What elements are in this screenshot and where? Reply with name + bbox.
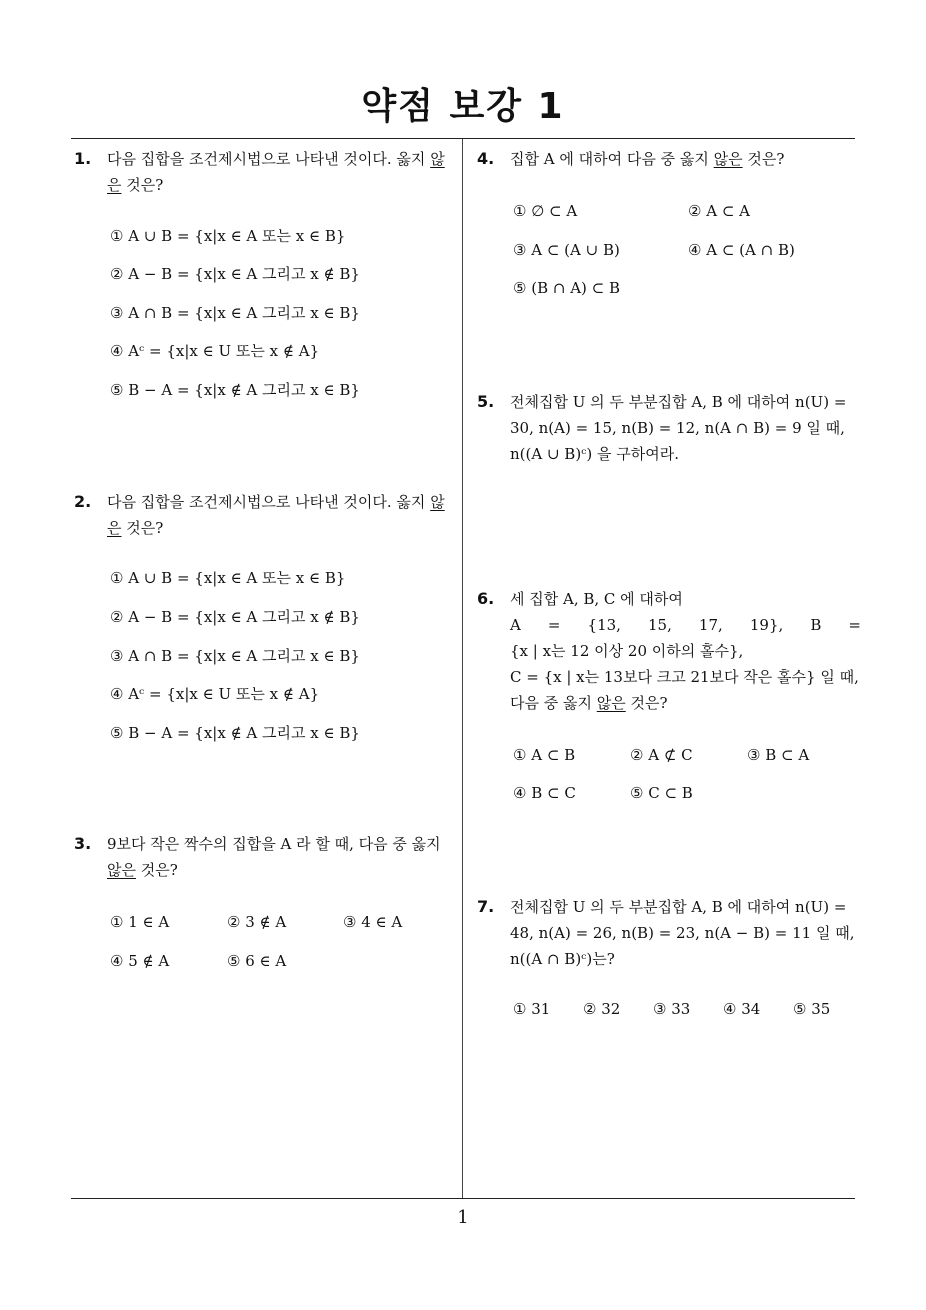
choice-3: ③ A ∩ B = {x|x ∈ A 그리고 x ∈ B}: [110, 647, 360, 665]
choice-1: ① ∅ ⊂ A: [513, 202, 578, 220]
question-text-part: 다음 중 옳지: [510, 694, 597, 712]
question-text: [510, 586, 861, 716]
question-text-part: 9보다 작은 짝수의 집합을 A 라 할 때, 다음 중 옳지: [107, 835, 441, 853]
question-text: [107, 146, 458, 198]
underlined-word: 않은: [596, 694, 626, 712]
question-text-part: 다음 집합을 조건제시법으로 나타낸 것이다. 옳지: [107, 150, 431, 168]
question-3: [74, 831, 458, 883]
choice-4: ④ Aᶜ = {x|x ∈ U 또는 x ∉ A}: [110, 342, 320, 360]
choice-2: ② 3 ∉ A: [227, 913, 287, 931]
question-5: [477, 389, 861, 467]
question-number: 6.: [477, 589, 495, 608]
question-line: {x | x는 12 이상 20 이하의 홀수},: [510, 642, 744, 660]
choice-3: ③ 33: [653, 1000, 691, 1018]
question-1: [74, 146, 458, 198]
question-line: [510, 690, 861, 716]
page-number: 1: [457, 1207, 469, 1228]
choice-2: ② A ⊄ C: [630, 746, 693, 764]
underlined-word: 않은: [107, 493, 445, 537]
question-line: n((A ∪ B)ᶜ) 을 구하여라.: [510, 445, 679, 463]
choice-3: ③ 4 ∈ A: [343, 913, 403, 931]
question-2: [74, 489, 458, 541]
choice-4: ④ A ⊂ (A ∩ B): [688, 241, 795, 259]
question-line: n((A ∩ B)ᶜ)는?: [510, 950, 615, 968]
choice-5: ⑤ 35: [793, 1000, 831, 1018]
choice-1: ① A ⊂ B: [513, 746, 576, 764]
choice-4: ④ Aᶜ = {x|x ∈ U 또는 x ∉ A}: [110, 685, 320, 703]
choice-1: ① A ∪ B = {x|x ∈ A 또는 x ∈ B}: [110, 569, 346, 587]
choice-5: ⑤ C ⊂ B: [630, 784, 693, 802]
question-6: [477, 586, 861, 716]
question-text: [107, 831, 458, 883]
question-number: 1.: [74, 149, 92, 168]
question-number: 7.: [477, 897, 495, 916]
question-text: [510, 894, 861, 972]
question-text-part: 다음 집합을 조건제시법으로 나타낸 것이다. 옳지: [107, 493, 431, 511]
choice-5: ⑤ B − A = {x|x ∉ A 그리고 x ∈ B}: [110, 724, 360, 742]
bottom-rule: [71, 1198, 855, 1199]
choice-1: ① A ∪ B = {x|x ∈ A 또는 x ∈ B}: [110, 227, 346, 245]
question-text-part: 것은?: [742, 150, 785, 168]
choice-2: ② A − B = {x|x ∈ A 그리고 x ∉ B}: [110, 608, 360, 626]
choice-2: ② 32: [583, 1000, 621, 1018]
underlined-word: 않은: [107, 861, 136, 879]
question-7: [477, 894, 861, 972]
underlined-word: 않은: [107, 150, 445, 194]
question-text-part: 것은?: [121, 519, 164, 537]
choice-1: ① 31: [513, 1000, 551, 1018]
question-text-part: 것은?: [625, 694, 668, 712]
question-line: 세 집합 A, B, C 에 대하여: [510, 590, 683, 608]
question-text-part: 집합 A 에 대하여 다음 중 옳지: [510, 150, 714, 168]
question-line: 전체집합 U 의 두 부분집합 A, B 에 대하여 n(U) =: [510, 898, 847, 916]
top-rule: [71, 138, 855, 139]
choice-4: ④ 5 ∉ A: [110, 952, 170, 970]
column-divider: [462, 139, 463, 1198]
choice-4: ④ 34: [723, 1000, 761, 1018]
question-line: 전체집합 U 의 두 부분집합 A, B 에 대하여 n(U) =: [510, 393, 847, 411]
choice-3: ③ A ⊂ (A ∪ B): [513, 241, 620, 259]
question-line: 30, n(A) = 15, n(B) = 12, n(A ∩ B) = 9 일 때,: [510, 419, 845, 437]
choice-1: ① 1 ∈ A: [110, 913, 170, 931]
choice-5: ⑤ B − A = {x|x ∉ A 그리고 x ∈ B}: [110, 381, 360, 399]
question-number: 3.: [74, 834, 92, 853]
question-number: 5.: [477, 392, 495, 411]
question-4: [477, 146, 861, 172]
choice-3: ③ A ∩ B = {x|x ∈ A 그리고 x ∈ B}: [110, 304, 360, 322]
choice-2: ② A ⊂ A: [688, 202, 750, 220]
question-number: 2.: [74, 492, 92, 511]
choice-5: ⑤ (B ∩ A) ⊂ B: [513, 279, 621, 297]
question-number: 4.: [477, 149, 495, 168]
question-text: [510, 146, 861, 172]
question-text: [107, 489, 458, 541]
choice-3: ③ B ⊂ A: [747, 746, 810, 764]
choice-4: ④ B ⊂ C: [513, 784, 576, 802]
question-text-part: 것은?: [135, 861, 178, 879]
choice-2: ② A − B = {x|x ∈ A 그리고 x ∉ B}: [110, 265, 360, 283]
question-text: [510, 389, 861, 467]
underlined-word: 않은: [713, 150, 743, 168]
choice-5: ⑤ 6 ∈ A: [227, 952, 287, 970]
question-line: A = {13, 15, 17, 19}, B =: [510, 616, 861, 634]
question-line: 48, n(A) = 26, n(B) = 23, n(A − B) = 11 일 때,: [510, 924, 855, 942]
page-title: 약점 보강 1: [361, 86, 565, 127]
question-line: C = {x | x는 13보다 크고 21보다 작은 홀수} 일 때,: [510, 668, 859, 686]
question-text-part: 것은?: [121, 176, 164, 194]
